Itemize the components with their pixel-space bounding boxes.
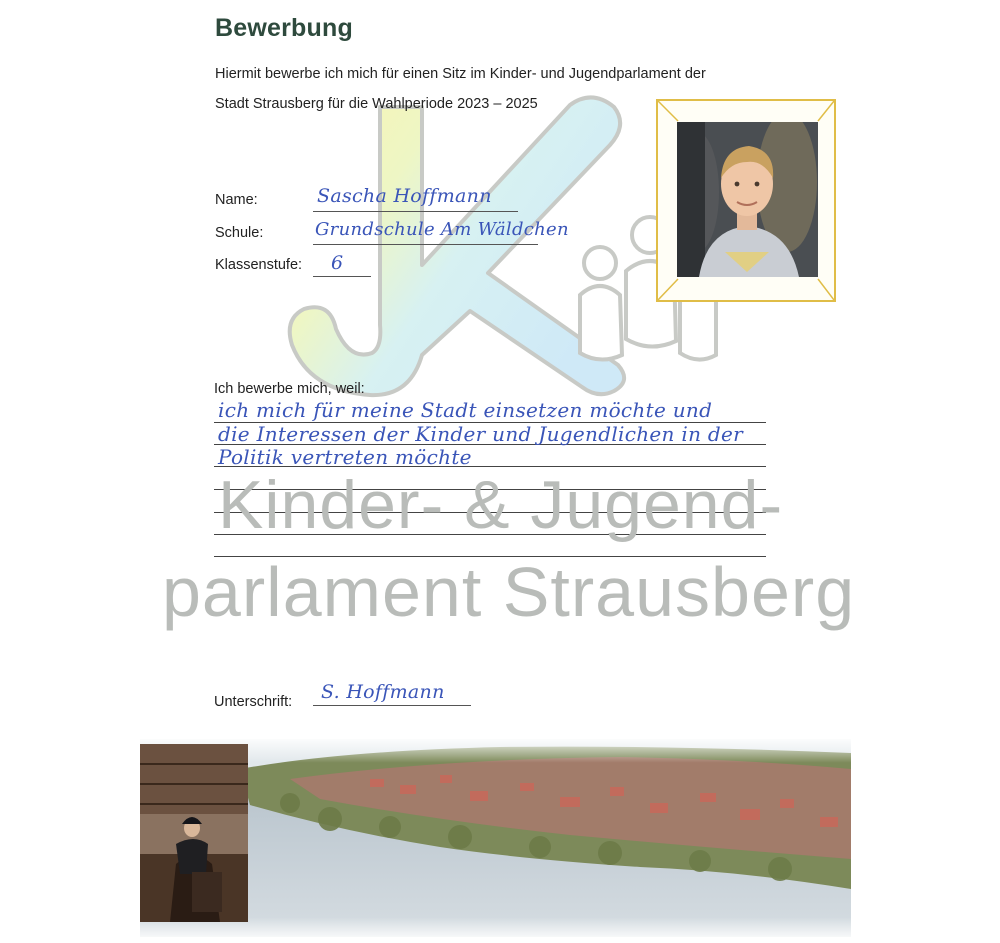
signature-value: S. Hoffmann bbox=[321, 681, 445, 703]
school-value: Grundschule Am Wäldchen bbox=[315, 219, 569, 240]
grade-value: 6 bbox=[331, 252, 344, 274]
signature-field bbox=[313, 683, 471, 706]
intro-line-2: Stadt Strausberg für die Wahlperiode 2023 – 2025 bbox=[215, 96, 538, 112]
k-letter-shape bbox=[290, 97, 624, 395]
school-label: Schule: bbox=[215, 225, 264, 241]
watermark-line-2: parlament Strausberg bbox=[162, 553, 856, 631]
name-label: Name: bbox=[215, 192, 258, 208]
watermark-line-1: Kinder- & Jugend- bbox=[218, 467, 784, 543]
reason-line-1: ich mich für meine Stadt einsetzen möchte und bbox=[218, 398, 713, 422]
intro-line-1: Hiermit bewerbe ich mich für einen Sitz im Kinder- und Jugendparlament der bbox=[215, 66, 706, 82]
school-field bbox=[313, 218, 569, 245]
grade-label: Klassenstufe: bbox=[215, 257, 303, 273]
signature-label: Unterschrift: bbox=[214, 694, 293, 710]
form-title: Bewerbung bbox=[215, 14, 353, 42]
reason-label: Ich bewerbe mich, weil: bbox=[214, 381, 365, 397]
applicant-photo bbox=[677, 122, 818, 277]
name-field bbox=[313, 185, 518, 212]
reason-line-3: Politik vertreten möchte bbox=[218, 445, 472, 469]
rider-photo bbox=[140, 744, 248, 922]
name-value: Sascha Hoffmann bbox=[317, 185, 492, 207]
reason-line-2: die Interessen der Kinder und Jugendlichen in der bbox=[218, 422, 744, 446]
grade-field bbox=[313, 250, 371, 277]
